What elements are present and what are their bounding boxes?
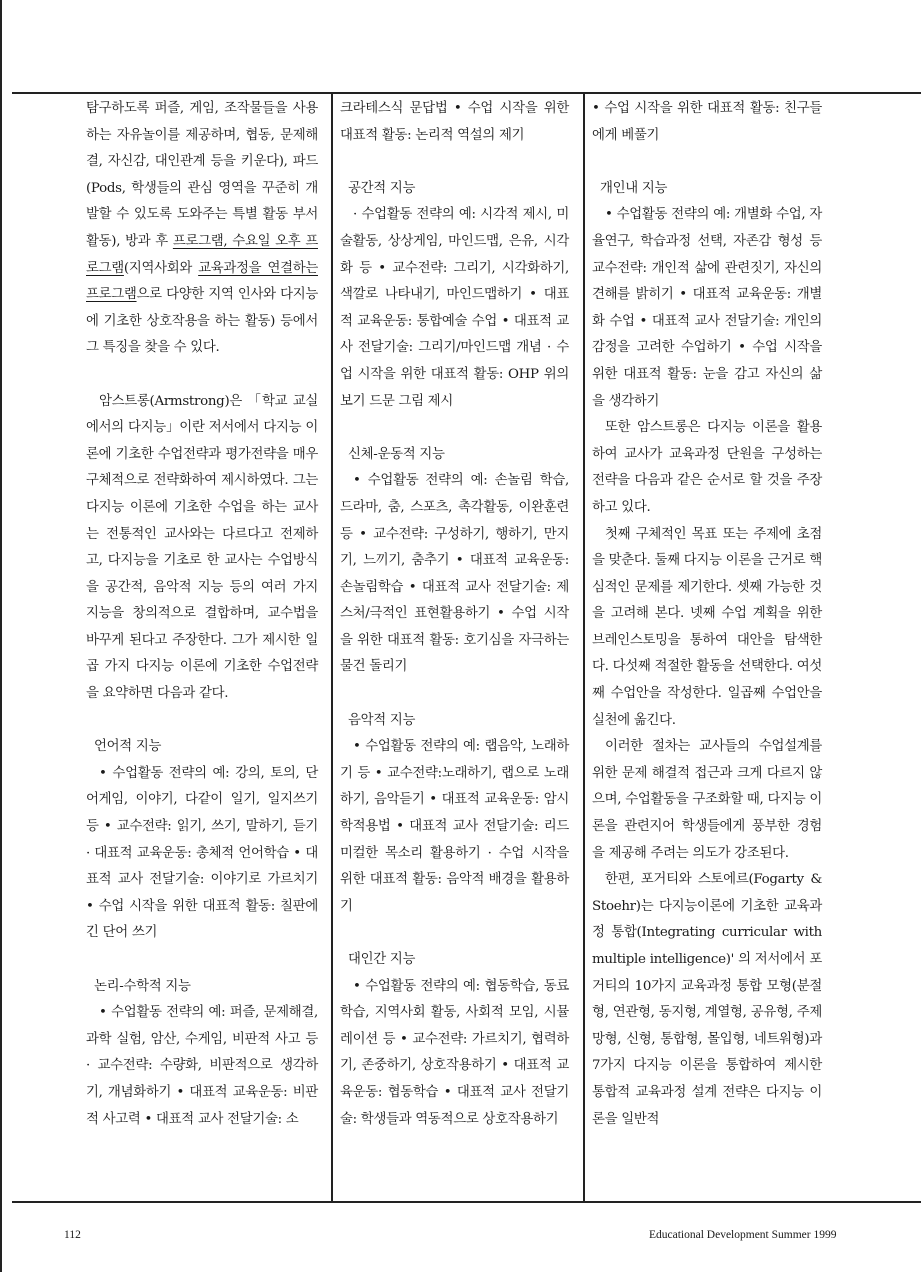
section-heading: 논리-수학적 지능 [94, 978, 191, 994]
paragraph: • 수업 시작을 위한 대표적 활동: 친구들에게 베풀기 [592, 101, 822, 143]
text-column-3 [592, 96, 822, 1133]
left-border [0, 0, 2, 1272]
paragraph: • 수업활동 전략의 예: 랩음악, 노래하기 등 • 교수전략:노래하기, 랩으로 노래하기, 음악듣기 • 대표적 교육운동: 암시학적용법 • 대표적 교사 전달기술: 리드미컬한 목소리 활용하기 · 수업 시작을 위한 대표적 활동: 음악적 배경을 활용하기 [340, 739, 569, 914]
paragraph: • 수업활동 전략의 예: 퍼즐, 문제해결, 과학 실험, 암산, 수게임, 비판적 사고 등 · 교수전략: 수량화, 비판적으로 생각하기, 개념화하기 • 대표적 교육운동: 비판적 사고력 • 대표적 교사 전달기술: 소 [86, 1005, 318, 1127]
journal-footer: Educational Development Summer 1999 [649, 1229, 837, 1241]
text-column-1 [86, 96, 318, 1133]
paragraph-text: 으로 다양한 지역 인사와 다지능에 기초한 상호작용을 하는 활동) 등에서 그 특징을 찾을 수 있다. [86, 287, 318, 356]
bottom-rule [12, 1201, 921, 1203]
paragraph [86, 96, 318, 362]
section-heading: 공간적 지능 [348, 180, 416, 196]
paragraph: 또한 암스트롱은 다지능 이론을 활용하여 교사가 교육과정 단원을 구성하는 전략을 다음과 같은 순서로 할 것을 주장하고 있다. [592, 420, 822, 515]
section-heading: 음악적 지능 [348, 712, 416, 728]
page-number: 112 [64, 1229, 81, 1241]
paragraph: 암스트롱(Armstrong)은 「학교 교실에서의 다지능」이란 저서에서 다지능 이론에 기초한 수업전략과 평가전략을 매우 구체적으로 전략화하여 제시하였다. 그는 다지능 이론에 기초한 수업을 하는 교사는 전통적인 교사와는 다르다고 전제하고, 다지능을 기초로 한 교사는 수업방식을 공간적, 음악적 지능 등의 여러 가지 지능을 창의적으로 결합하며, 교수법을 바꾸게 된다고 주장한다. 그가 제시한 일곱 가지 다지능 이론에 기초한 수업전략을 요약하면 다음과 같다. [86, 393, 318, 702]
paragraph: • 수업활동 전략의 예: 개별화 수업, 자율연구, 학습과정 선택, 자존감 형성 등 교수전략: 개인적 삶에 관련짓기, 자신의 견해를 밝히기 • 대표적 교육운동: 개별화 수업 • 대표적 교사 전달기술: 개인의 감정을 고려한 수업하기 • 수업 시작을 위한 대표적 활동: 눈을 감고 자신의 삶을 생각하기 [592, 207, 822, 409]
paragraph: • 수업활동 전략의 예: 협동학습, 동료학습, 지역사회 활동, 사회적 모임, 시뮬레이션 등 • 교수전략: 가르치기, 협력하기, 존중하기, 상호작용하기 • 대표적 교육운동: 협동학습 • 대표적 교사 전달기술: 학생들과 역동적으로 상호작용하기 [340, 978, 569, 1127]
paragraph-text: 탐구하도록 퍼즐, 게임, 조작물들을 사용하는 자유놀이를 제공하며, 협동, 문제해결, 자신감, 대인관계 등을 키운다), 파드(Pods, 학생들의 관심 영역을 꾸준히 개발할 수 있도록 도와주는 특별 활동 부서 활동), 방과 후 [86, 101, 318, 249]
section-heading: 대인간 지능 [348, 952, 416, 967]
column-divider-1 [331, 92, 333, 1202]
paragraph: 크라테스식 문답법 • 수업 시작을 위한 대표적 활동: 논리적 역설의 제기 [340, 101, 569, 143]
text-column-2 [340, 96, 569, 1133]
underlined-text: 교육과정을 연결하는 프로그램 [86, 260, 318, 303]
paragraph-text: (지역사회와 [123, 260, 199, 276]
section-heading: 언어적 지능 [94, 739, 162, 755]
paragraph: 한편, 포거티와 스토에르(Fogarty & Stoehr)는 다지능이론에 기초한 교육과정 통합(Integrating curricular with multiple intelligence)' 의 저서에서 포거티의 10가지 교육과정 통합 모형(분절형, 연관형, 동지형, 계열형, 공유형, 주제망형, 신형, 통합형, 몰입형, 네트워형)과 7가지 다지능 이론을 통합하여 제시한 통합적 교육과정 설계 전략은 다지능 이론을 일반적 [592, 872, 822, 1127]
underlined-text: 프로그램, 수요일 오후 프로그램 [86, 233, 318, 276]
paragraph: · 수업활동 전략의 예: 시각적 제시, 미술활동, 상상게임, 마인드맵, 은유, 시각화 등 • 교수전략: 그리기, 시각화하기, 색깔로 나타내기, 마인드맵하기 • 대표적 교육운동: 통합예술 수업 • 대표적 교사 전달기술: 그리기/마인드맵 개념 · 수업 시작을 위한 대표적 활동: OHP 위의 보기 드문 그림 제시 [340, 207, 569, 409]
section-heading: 신체-운동적 지능 [348, 446, 445, 462]
paragraph: • 수업활동 전략의 예: 손놀림 학습, 드라마, 춤, 스포츠, 촉각활동, 이완훈련 등 • 교수전략: 구성하기, 행하기, 만지기, 느끼기, 춤추기 • 대표적 교육운동: 손놀림학습 • 대표적 교사 전달기술: 제스처/극적인 표현활용하기 • 수업 시작을 위한 대표적 활동: 호기심을 자극하는 물건 돌리기 [340, 473, 569, 675]
top-rule [12, 92, 921, 94]
paragraph: • 수업활동 전략의 예: 강의, 토의, 단어게임, 이야기, 다같이 일기, 일지쓰기 등 • 교수전략: 읽기, 쓰기, 말하기, 듣기 · 대표적 교육운동: 총체적 언어학습 • 대표적 교사 전달기술: 이야기로 가르치기 • 수업 시작을 위한 대표적 활동: 칠판에 긴 단어 쓰기 [86, 765, 318, 941]
column-divider-2 [583, 92, 585, 1202]
section-heading: 개인내 지능 [600, 180, 668, 196]
paragraph: 첫째 구체적인 목표 또는 주제에 초점을 맞춘다. 둘째 다지능 이론을 근거로 핵심적인 문제를 제기한다. 셋째 가능한 것을 고려해 본다. 넷째 수업 계획을 위한 브레인스토밍을 통하여 대안을 탐색한다. 다섯째 적절한 활동을 선택한다. 여섯째 수업안을 작성한다. 일곱째 수업안을 실천에 옮긴다. [592, 526, 822, 728]
paragraph: 이러한 절차는 교사들의 수업설계를 위한 문제 해결적 접근과 크게 다르지 않으며, 수업활동을 구조화할 때, 다지능 이론을 관련지어 학생들에게 풍부한 경험을 제공해 주려는 의도가 강조된다. [592, 739, 822, 861]
